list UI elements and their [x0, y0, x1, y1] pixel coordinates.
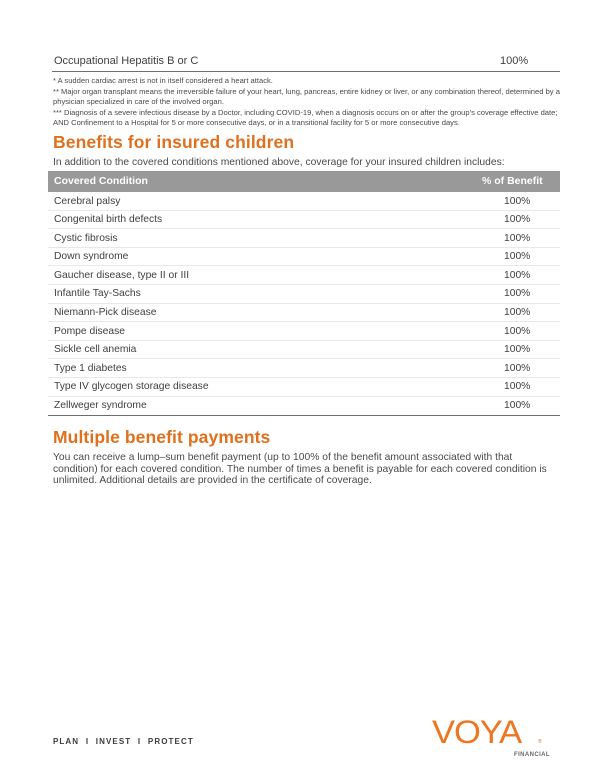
percent-cell: 100%	[504, 381, 531, 393]
table-row	[48, 322, 560, 341]
percent-cell: 100%	[504, 232, 531, 244]
percent-cell: 100%	[504, 362, 531, 374]
children-intro-text: In addition to the covered conditions mentioned above, coverage for your insured children includes:	[53, 157, 505, 168]
voya-financial-logo	[432, 716, 552, 766]
condition-cell: Niemann-Pick disease	[54, 307, 157, 319]
table-header	[48, 171, 560, 192]
table-row	[48, 341, 560, 360]
logo-subtitle: FINANCIAL	[514, 752, 550, 758]
percent-cell: 100%	[504, 344, 531, 356]
footnotes	[53, 76, 563, 129]
children-section-heading: Benefits for insured children	[53, 132, 295, 152]
multiple-payments-heading: Multiple benefit payments	[53, 427, 271, 447]
percent-cell: 100%	[504, 214, 531, 226]
condition-cell: Sickle cell anemia	[54, 344, 137, 356]
table-row	[48, 211, 560, 230]
percent-cell: 100%	[504, 325, 531, 337]
condition-cell: Cerebral palsy	[54, 195, 121, 207]
condition-cell: Type 1 diabetes	[54, 362, 127, 374]
table-row	[48, 359, 560, 378]
footnote-2: ** Major organ transplant means the irreversible failure of your heart, lung, pancreas, entire kidney or liver, or any combination thereof, determined by a physician specialized in care of the involved organ.	[53, 86, 560, 107]
condition-cell: Congenital birth defects	[54, 214, 163, 226]
table-row	[48, 248, 560, 267]
percent-cell: 100%	[504, 195, 531, 207]
condition-cell: Occupational Hepatitis B or C	[54, 55, 199, 67]
multiple-payments-paragraph: You can receive a lump–sum benefit payment (up to 100% of the benefit amount associated with that condition) for each covered condition. The number of times a benefit is payable for each covered condition is unlimited. Additional details are provided in the certificate of coverage.	[53, 452, 547, 487]
table-row	[48, 378, 560, 397]
header-percent-of-benefit: % of Benefit	[482, 175, 543, 187]
footer-tagline: PLAN I INVEST I PROTECT	[53, 737, 194, 746]
children-benefit-table	[48, 171, 560, 416]
percent-cell: 100%	[504, 307, 531, 319]
condition-cell: Gaucher disease, type II or III	[54, 269, 190, 281]
carry-over-table-row	[52, 52, 560, 72]
percent-cell: 100%	[504, 269, 531, 281]
condition-cell: Infantile Tay-Sachs	[54, 288, 141, 300]
condition-cell: Down syndrome	[54, 251, 129, 263]
condition-cell: Type IV glycogen storage disease	[54, 381, 209, 393]
percent-cell: 100%	[504, 251, 531, 263]
footnote-1: * A sudden cardiac arrest is not in itself considered a heart attack.	[53, 76, 273, 85]
voya-logo-wordmark: VOYA	[432, 714, 522, 750]
percent-cell: 100%	[500, 55, 529, 67]
percent-cell: 100%	[504, 400, 531, 412]
footnote-3: *** Diagnosis of a severe infectious disease by a Doctor, including COVID-19, when a diagnosis occurs on or after the group's coverage effective date; AND Confinement to a Hospital for 5 or more consecutive days, or in a transitional facility for 5 or more consecutive days.	[53, 107, 558, 128]
condition-cell: Zellweger syndrome	[54, 400, 147, 412]
condition-cell: Pompe disease	[54, 325, 125, 337]
condition-cell: Cystic fibrosis	[54, 232, 118, 244]
header-covered-condition: Covered Condition	[54, 175, 148, 187]
percent-cell: 100%	[504, 288, 531, 300]
table-row	[48, 192, 560, 211]
table-row	[48, 304, 560, 323]
table-row	[48, 285, 560, 304]
table-row	[48, 266, 560, 285]
table-row	[48, 397, 560, 416]
registered-mark-icon: ®	[538, 739, 542, 745]
table-row	[48, 229, 560, 248]
